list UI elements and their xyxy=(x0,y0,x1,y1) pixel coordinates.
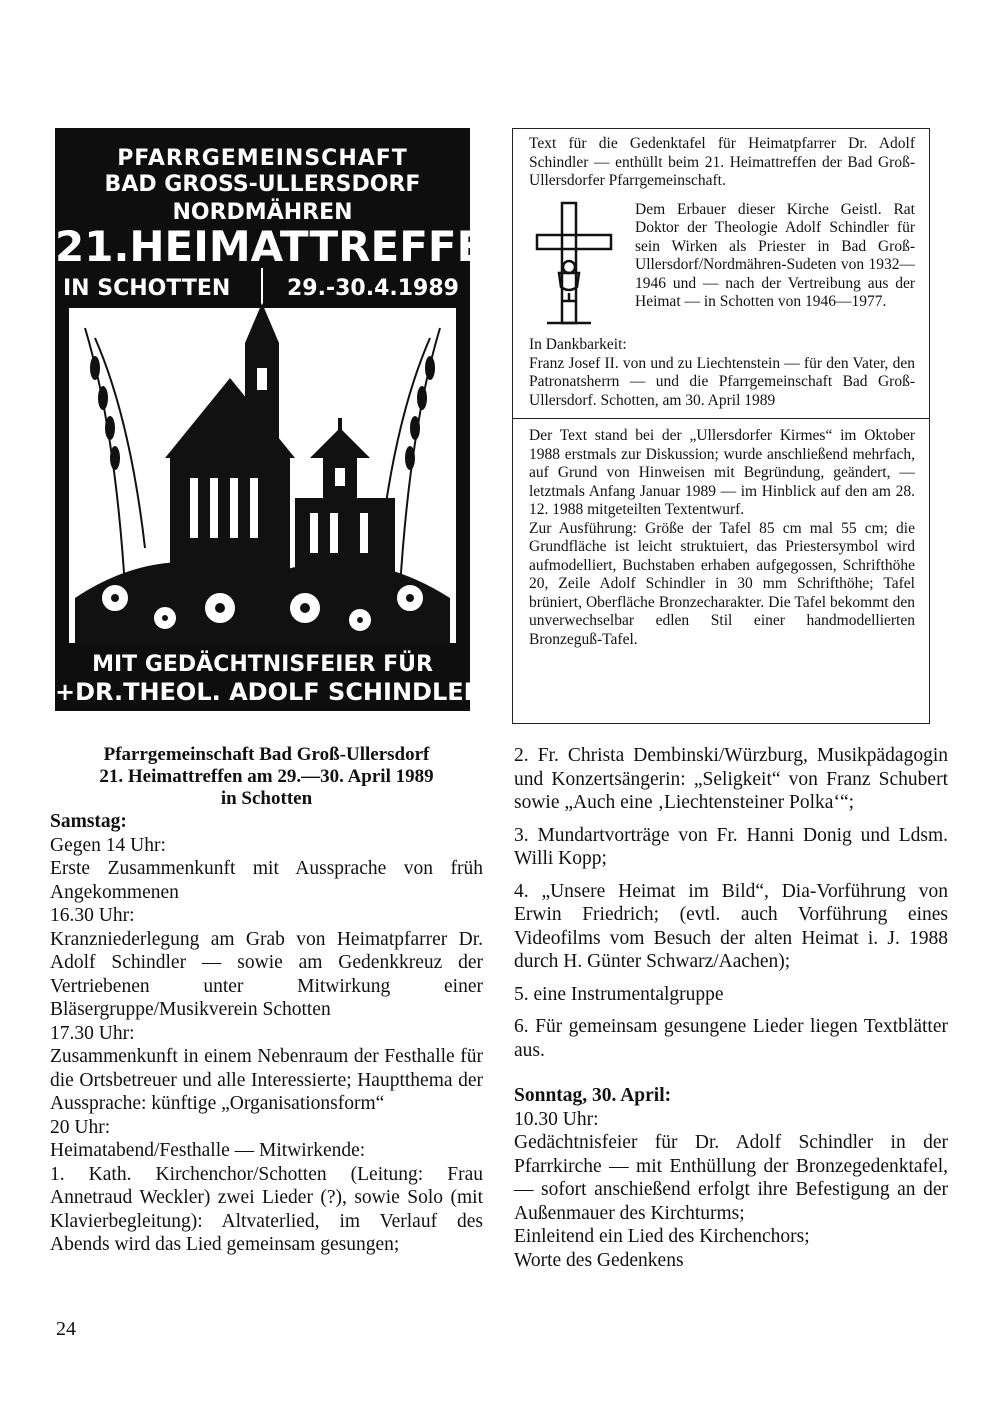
poster-line-name: +DR.THEOL. ADOLF SCHINDLER xyxy=(55,678,483,706)
sunday-time-1: 10.30 Uhr: xyxy=(514,1108,599,1130)
event-2: Kranzniederlegung am Grab von Heimatpfarrer Dr. Adolf Schindler — sowie am Gedenkkreuz der Vertriebenen unter Mitwirkung einer Bläsergruppe/Musikverein Schotten xyxy=(50,928,483,1020)
poster-line-region: NORDMÄHREN xyxy=(172,200,353,225)
sunday-event-1: Gedächtnisfeier für Dr. Adolf Schindler in der Pfarrkirche — mit Enthüllung der Bronzegedenktafel, — sofort anschießend erfolgt ihre Befestigung an der Außenmauer des Kirchturms; xyxy=(514,1132,948,1224)
program-item-5: 5. eine Instrumentalgruppe xyxy=(514,983,724,1005)
poster-line-place: IN SCHOTTEN xyxy=(63,276,231,301)
box-divider xyxy=(513,418,929,419)
poster-line-town: BAD GROSS-ULLERSDORF xyxy=(104,172,421,197)
sunday-label: Sonntag, 30. April: xyxy=(514,1085,672,1106)
plaque-note-execution: Zur Ausführung: Größe der Tafel 85 cm mal 55 cm; die Grundfläche ist leicht struktuiert, das Priestersymbol wird aufmodelliert, Buchstaben erhaben aufgegossen, Schrifthöhe 20, Zeile Adolf Schindler in 30 mm Schrifthöhe; Tafel brüniert, Oberfläche Bronzecharakter. Die Tafel bekommt den unverwechselbar edlen Stil einer handmodellierten Bronzeguß-Tafel. xyxy=(529,519,915,648)
program-heading-1: Pfarrgemeinschaft Bad Groß-Ullersdorf xyxy=(103,744,430,765)
plaque-note-history: Der Text stand bei der „Ullersdorfer Kirmes“ im Oktober 1988 erstmals zur Diskussion; wurde anschließend mehrfach, auf Grund von Hinweisen mit Begründung, geändert, — letztmals Anfang Januar 1989 — im Hinblick auf den am 28. 12. 1988 mitgeteilten Textentwurf. xyxy=(529,427,915,518)
sunday-event-3: Worte des Gedenkens xyxy=(514,1249,684,1271)
plaque-intro: Text für die Gedenktafel für Heimatpfarrer Dr. Adolf Schindler — enthüllt beim 21. Heimattreffen der Bad Groß-Ullersdorfer Pfarrgemeinschaft. xyxy=(529,135,915,189)
poster-line-parish: PFARRGEMEINSCHAFT xyxy=(117,146,408,171)
plaque-dedication xyxy=(529,201,915,335)
priest-cross-icon xyxy=(529,201,635,335)
event-4: Heimatabend/Festhalle — Mitwirkende: xyxy=(50,1140,366,1161)
poster-line-date: 29.-30.4.1989 xyxy=(287,276,459,301)
plaque-thanks-label: In Dankbarkeit: xyxy=(529,336,627,353)
poster-line-memorial: MIT GEDÄCHTNISFEIER FÜR xyxy=(92,652,433,677)
program-item-2: 2. Fr. Christa Dembinski/Würzburg, Musikpädagogin und Konzertsängerin: „Seligkeit“ von Franz Schubert sowie „Auch eine ‚Liechtensteiner Polka‘“; xyxy=(514,745,948,813)
event-1: Erste Zusammenkunft mit Aussprache von früh Angekommenen xyxy=(50,858,483,903)
time-3: 17.30 Uhr: xyxy=(50,1022,135,1044)
time-4: 20 Uhr: xyxy=(50,1116,111,1138)
memorial-plaque-box xyxy=(512,128,930,724)
page-number: 24 xyxy=(56,1318,76,1340)
program-item-3: 3. Mundartvorträge von Fr. Hanni Donig und Ldsm. Willi Kopp; xyxy=(514,824,948,869)
plaque-dedication-text: Dem Erbauer dieser Kirche Geistl. Rat Doktor der Theologie Adolf Schindler für sein Wirken als Priester in Bad Groß-Ullersdorf/Nordmähren-Sudeten von 1932—1946 und — nach der Vertreibung aus der Heimat — in Schotten von 1946—1977. xyxy=(635,200,915,310)
program-item-6: 6. Für gemeinsam gesungene Lieder liegen Textblätter aus. xyxy=(514,1016,948,1061)
event-poster xyxy=(55,128,521,711)
saturday-label: Samstag: xyxy=(50,811,127,832)
program-left-column xyxy=(50,744,483,1257)
program-right-column xyxy=(514,744,948,1272)
program-item-4: 4. „Unsere Heimat im Bild“, Dia-Vorführung von Erwin Friedrich; (evtl. auch Vorführung eines Videofilms vom Besuch der alten Heimat i. J. 1988 durch H. Günter Schwarz/Aachen); xyxy=(514,880,948,972)
time-1: Gegen 14 Uhr: xyxy=(50,834,166,856)
event-3: Zusammenkunft in einem Nebenraum der Festhalle für die Ortsbetreuer und alle Interessierte; Hauptthema der Aussprache: künftige „Organisationsform“ xyxy=(50,1046,483,1114)
poster-line-event: 21.HEIMATTREFFEN xyxy=(55,222,521,271)
sunday-event-2: Einleitend ein Lied des Kirchenchors; xyxy=(514,1226,810,1247)
program-heading-2: 21. Heimattreffen am 29.—30. April 1989 xyxy=(99,766,434,787)
plaque-thanks-text: Franz Josef II. von und zu Liechtenstein — für den Vater, den Patronatsherrn — und die Pfarrgemeinschaft Bad Groß-Ullersdorf. Schotten, am 30. April 1989 xyxy=(529,354,915,409)
event-5: 1. Kath. Kirchenchor/Schotten (Leitung: Frau Annetraud Weckler) zwei Lieder (?), sowie Solo (mit Klavierbegleitung): Altvaterlied, im Verlauf des Abends wird das Lied gemeinsam gesungen; xyxy=(50,1163,483,1255)
program-heading-3: in Schotten xyxy=(220,788,313,809)
church-illustration xyxy=(55,128,521,711)
time-2: 16.30 Uhr: xyxy=(50,905,135,926)
